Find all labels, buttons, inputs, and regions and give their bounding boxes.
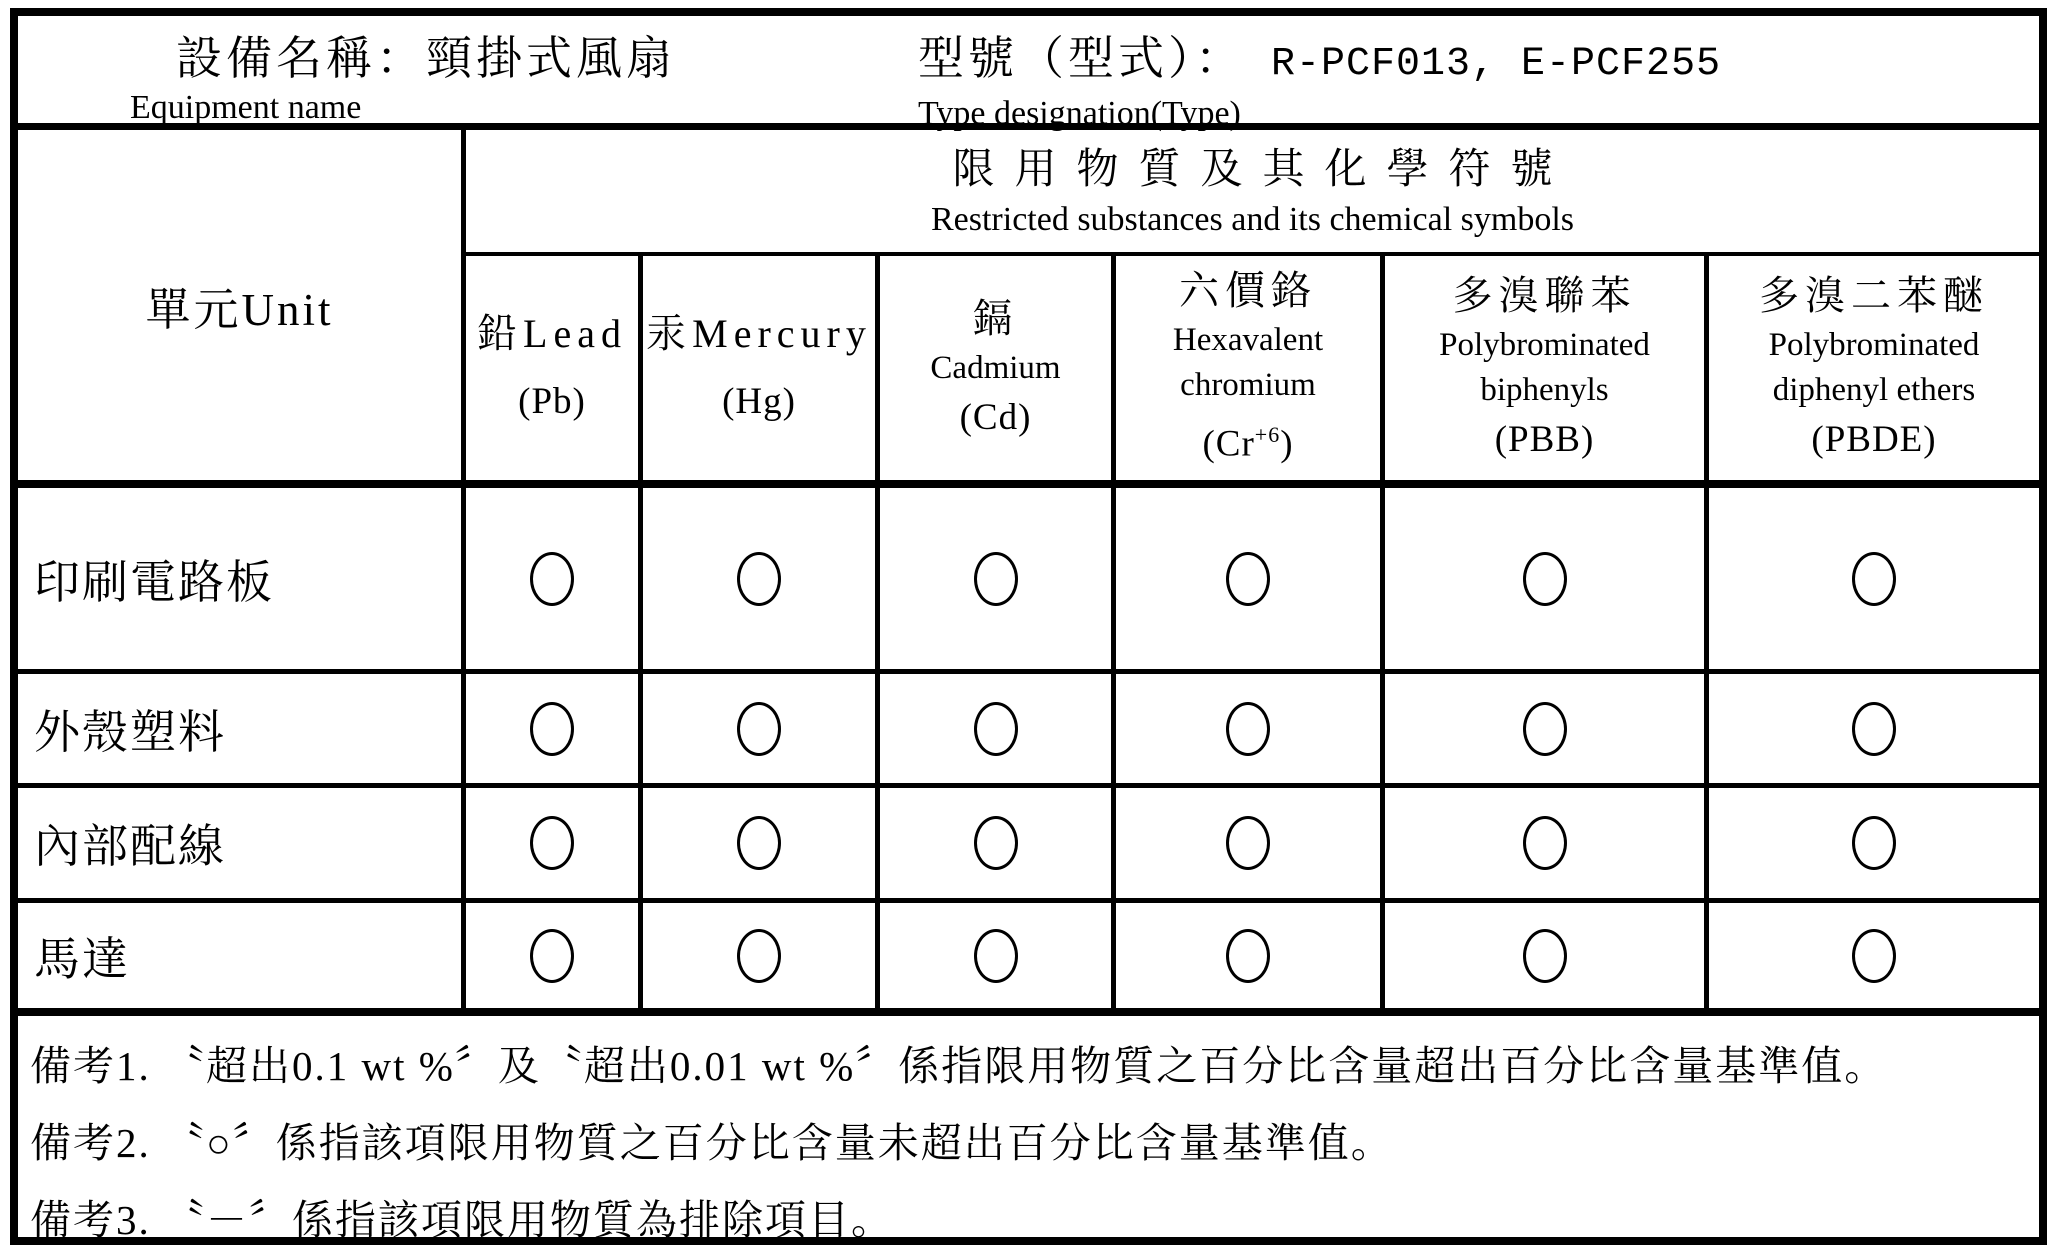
- circle-mark: [974, 816, 1018, 870]
- pbde-label-zh: 多溴二苯醚: [1759, 273, 1989, 318]
- mercury-label: 汞Mercury: [646, 311, 872, 356]
- mercury-symbol: (Hg): [722, 381, 796, 422]
- column-header-lead: [461, 256, 638, 488]
- compliance-mark-cell: [461, 674, 638, 788]
- compliance-mark-cell: [875, 488, 1111, 674]
- compliance-mark-cell: [1380, 788, 1704, 903]
- chromium-label-en2: chromium: [1180, 367, 1316, 404]
- circle-mark: [737, 929, 781, 983]
- restricted-header-en: Restricted substances and its chemical symbols: [930, 201, 1575, 238]
- restricted-substances-header-cell: [461, 130, 2039, 256]
- type-designation-zh: 型號（型式）：: [918, 33, 1245, 84]
- compliance-mark-cell: [1380, 488, 1704, 674]
- unit-row-label: 印刷電路板: [18, 488, 461, 674]
- chromium-label-zh: 六價鉻: [1179, 268, 1317, 314]
- unit-header-cell: 單元Unit: [18, 130, 461, 488]
- unit-row-label: 外殼塑料: [18, 674, 461, 788]
- pbb-label-en2: biphenyls: [1480, 372, 1609, 408]
- model-numbers: R-PCF013, E-PCF255: [1271, 42, 1722, 87]
- notes-section: [18, 1016, 2039, 1259]
- compliance-mark-cell: [461, 788, 638, 903]
- column-header-cadmium: [875, 256, 1111, 488]
- compliance-mark-cell: [1111, 788, 1380, 903]
- chromium-label-en1: Hexavalent: [1172, 322, 1324, 359]
- compliance-mark-cell: [875, 674, 1111, 788]
- unit-row-label: 馬達: [18, 903, 461, 1016]
- circle-mark: [1226, 552, 1270, 606]
- compliance-mark-cell: [638, 674, 875, 788]
- compliance-mark-cell: [1111, 674, 1380, 788]
- circle-mark: [530, 552, 574, 606]
- compliance-mark-cell: [1704, 674, 2039, 788]
- cadmium-symbol: (Cd): [959, 396, 1032, 438]
- circle-mark: [1523, 552, 1567, 606]
- circle-mark: [1226, 816, 1270, 870]
- compliance-mark-cell: [638, 903, 875, 1016]
- pbb-label-en1: Polybrominated: [1439, 327, 1650, 363]
- circle-mark: [530, 929, 574, 983]
- compliance-mark-cell: [875, 903, 1111, 1016]
- circle-mark: [1852, 816, 1896, 870]
- compliance-mark-cell: [1111, 903, 1380, 1016]
- compliance-mark-cell: [1704, 788, 2039, 903]
- circle-mark: [737, 552, 781, 606]
- type-designation-line: [918, 32, 1721, 92]
- restricted-header-zh: 限用物質及其化學符號: [952, 147, 1573, 193]
- compliance-mark-cell: [1111, 488, 1380, 674]
- compliance-mark-cell: [461, 488, 638, 674]
- circle-mark: [1852, 702, 1896, 756]
- circle-mark: [1852, 552, 1896, 606]
- chromium-symbol-base: (Cr: [1202, 423, 1255, 465]
- equipment-name-block: [130, 32, 676, 128]
- pbb-label-zh: 多溴聯苯: [1452, 273, 1637, 318]
- rohs-declaration-table: [10, 8, 2047, 1245]
- compliance-mark-cell: [461, 903, 638, 1016]
- type-designation-en: Type designation(Type): [918, 95, 1241, 132]
- unit-row-label: 內部配線: [18, 788, 461, 903]
- circle-mark: [530, 816, 574, 870]
- column-header-hexavalent-chromium: [1111, 256, 1380, 488]
- column-header-mercury: [638, 256, 875, 488]
- pbde-symbol: (PBDE): [1811, 419, 1937, 460]
- compliance-mark-cell: [638, 788, 875, 903]
- compliance-mark-cell: [638, 488, 875, 674]
- compliance-mark-cell: [1704, 488, 2039, 674]
- circle-mark: [737, 816, 781, 870]
- pbde-label-en1: Polybrominated: [1768, 327, 1980, 363]
- circle-mark: [974, 552, 1018, 606]
- circle-mark: [530, 702, 574, 756]
- compliance-mark-cell: [875, 788, 1111, 903]
- column-header-pbb: [1380, 256, 1704, 488]
- circle-mark: [1226, 929, 1270, 983]
- circle-mark: [1523, 816, 1567, 870]
- lead-label: 鉛Lead: [477, 311, 627, 356]
- type-designation-block: [918, 32, 1721, 134]
- note-3: 備考3. 〝－〞係指該項限用物質為排除項目。: [30, 1197, 894, 1243]
- circle-mark: [1523, 702, 1567, 756]
- circle-mark: [1523, 929, 1567, 983]
- chromium-symbol-end: ): [1280, 423, 1294, 465]
- note-2: 備考2. 〝○〞係指該項限用物質之百分比含量未超出百分比含量基準值。: [30, 1120, 1394, 1166]
- equipment-name-zh: 設備名稱：頸掛式風扇: [176, 33, 676, 84]
- compliance-mark-cell: [1380, 674, 1704, 788]
- compliance-mark-cell: [1704, 903, 2039, 1016]
- circle-mark: [974, 702, 1018, 756]
- column-header-pbde: [1704, 256, 2039, 488]
- equipment-name-en: Equipment name: [130, 89, 362, 126]
- title-row: [18, 16, 2039, 130]
- circle-mark: [1226, 702, 1270, 756]
- cadmium-label-zh: 鎘: [972, 295, 1019, 341]
- note-1: 備考1. 〝超出0.1 wt %〞及〝超出0.01 wt %〞係指限用物質之百分比含量超出百分比含量基準值。: [30, 1043, 1888, 1089]
- lead-symbol: (Pb): [518, 381, 586, 422]
- chromium-symbol-sup: +6: [1254, 422, 1281, 448]
- circle-mark: [737, 702, 781, 756]
- pbb-symbol: (PBB): [1494, 419, 1595, 460]
- compliance-mark-cell: [1380, 903, 1704, 1016]
- circle-mark: [974, 929, 1018, 983]
- pbde-label-en2: diphenyl ethers: [1772, 372, 1976, 408]
- circle-mark: [1852, 929, 1896, 983]
- chromium-symbol: [1202, 408, 1293, 471]
- cadmium-label-en: Cadmium: [930, 349, 1061, 386]
